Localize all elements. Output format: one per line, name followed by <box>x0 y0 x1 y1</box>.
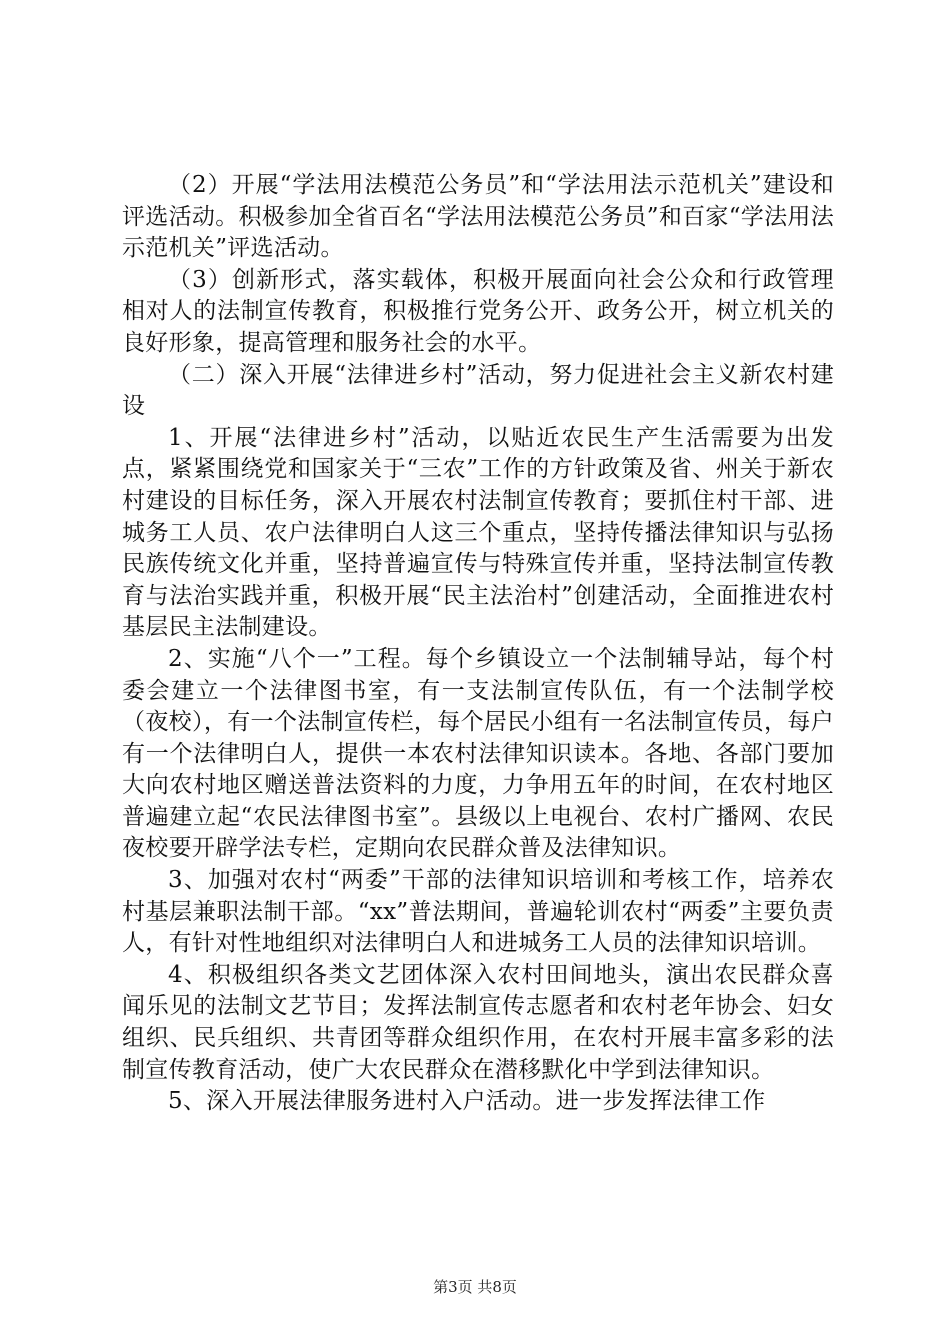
paragraph-item-1: 1、开展“法律进乡村”活动，以贴近农民生产生活需要为出发点，紧紧围绕党和国家关于“三农”工作的方针政策及省、州关于新农村建设的目标任务，深入开展农村法制宣传教育；要抓住村干部、进城务工人员、农户法律明白人这三个重点，坚持传播法律知识与弘扬民族传统文化并重，坚持普遍宣传与特殊宣传并重，坚持法制宣传教育与法治实践并重，积极开展“民主法治村”创建活动，全面推进农村基层民主法制建设。 <box>122 424 834 641</box>
paragraph-item-3: 3、加强对农村“两委”干部的法律知识培训和考核工作，培养农村基层兼职法制干部。“xx”普法期间，普遍轮训农村“两委”主要负责人，有针对性地组织对法律明白人和进城务工人员的法律知识培训。 <box>122 867 834 957</box>
paragraph-item-5: 5、深入开展法律服务进村入户活动。进一步发挥法律工作 <box>168 1088 766 1115</box>
paragraph-item-2: 2、实施“八个一”工程。每个乡镇设立一个法制辅导站，每个村委会建立一个法律图书室，有一支法制宣传队伍，有一个法制学校（夜校），有一个法制宣传栏，每个居民小组有一名法制宣传员，每户有一个法律明白人，提供一本农村法律知识读本。各地、各部门要加大向农村地区赠送普法资料的力度，力争用五年的时间，在农村地区普遍建立起“农民法律图书室”。县级以上电视台、农村广播网、农民夜校要开辟学法专栏，定期向农民群众普及法律知识。 <box>122 645 834 862</box>
page-number-footer: 第3页 共8页 <box>433 1278 517 1296</box>
paragraph-3-innovate-forms: （3）创新形式，落实载体，积极开展面向社会公众和行政管理相对人的法制宣传教育，积极推行党务公开、政务公开，树立机关的良好形象，提高管理和服务社会的水平。 <box>122 266 834 356</box>
paragraph-item-4: 4、积极组织各类文艺团体深入农村田间地头，演出农民群众喜闻乐见的法制文艺节目；发挥法制宣传志愿者和农村老年协会、妇女组织、民兵组织、共青团等群众组织作用，在农村开展丰富多彩的法制宣传教育活动，使广大农民群众在潜移默化中学到法律知识。 <box>122 961 834 1083</box>
paragraph-2-model-civil-servant: （2）开展“学法用法模范公务员”和“学法用法示范机关”建设和评选活动。积极参加全省百名“学法用法模范公务员”和百家“学法用法示范机关”评选活动。 <box>122 172 834 262</box>
section-heading-law-into-villages: （二）深入开展“法律进乡村”活动，努力促进社会主义新农村建设 <box>122 361 834 420</box>
document-body <box>122 170 834 1118</box>
